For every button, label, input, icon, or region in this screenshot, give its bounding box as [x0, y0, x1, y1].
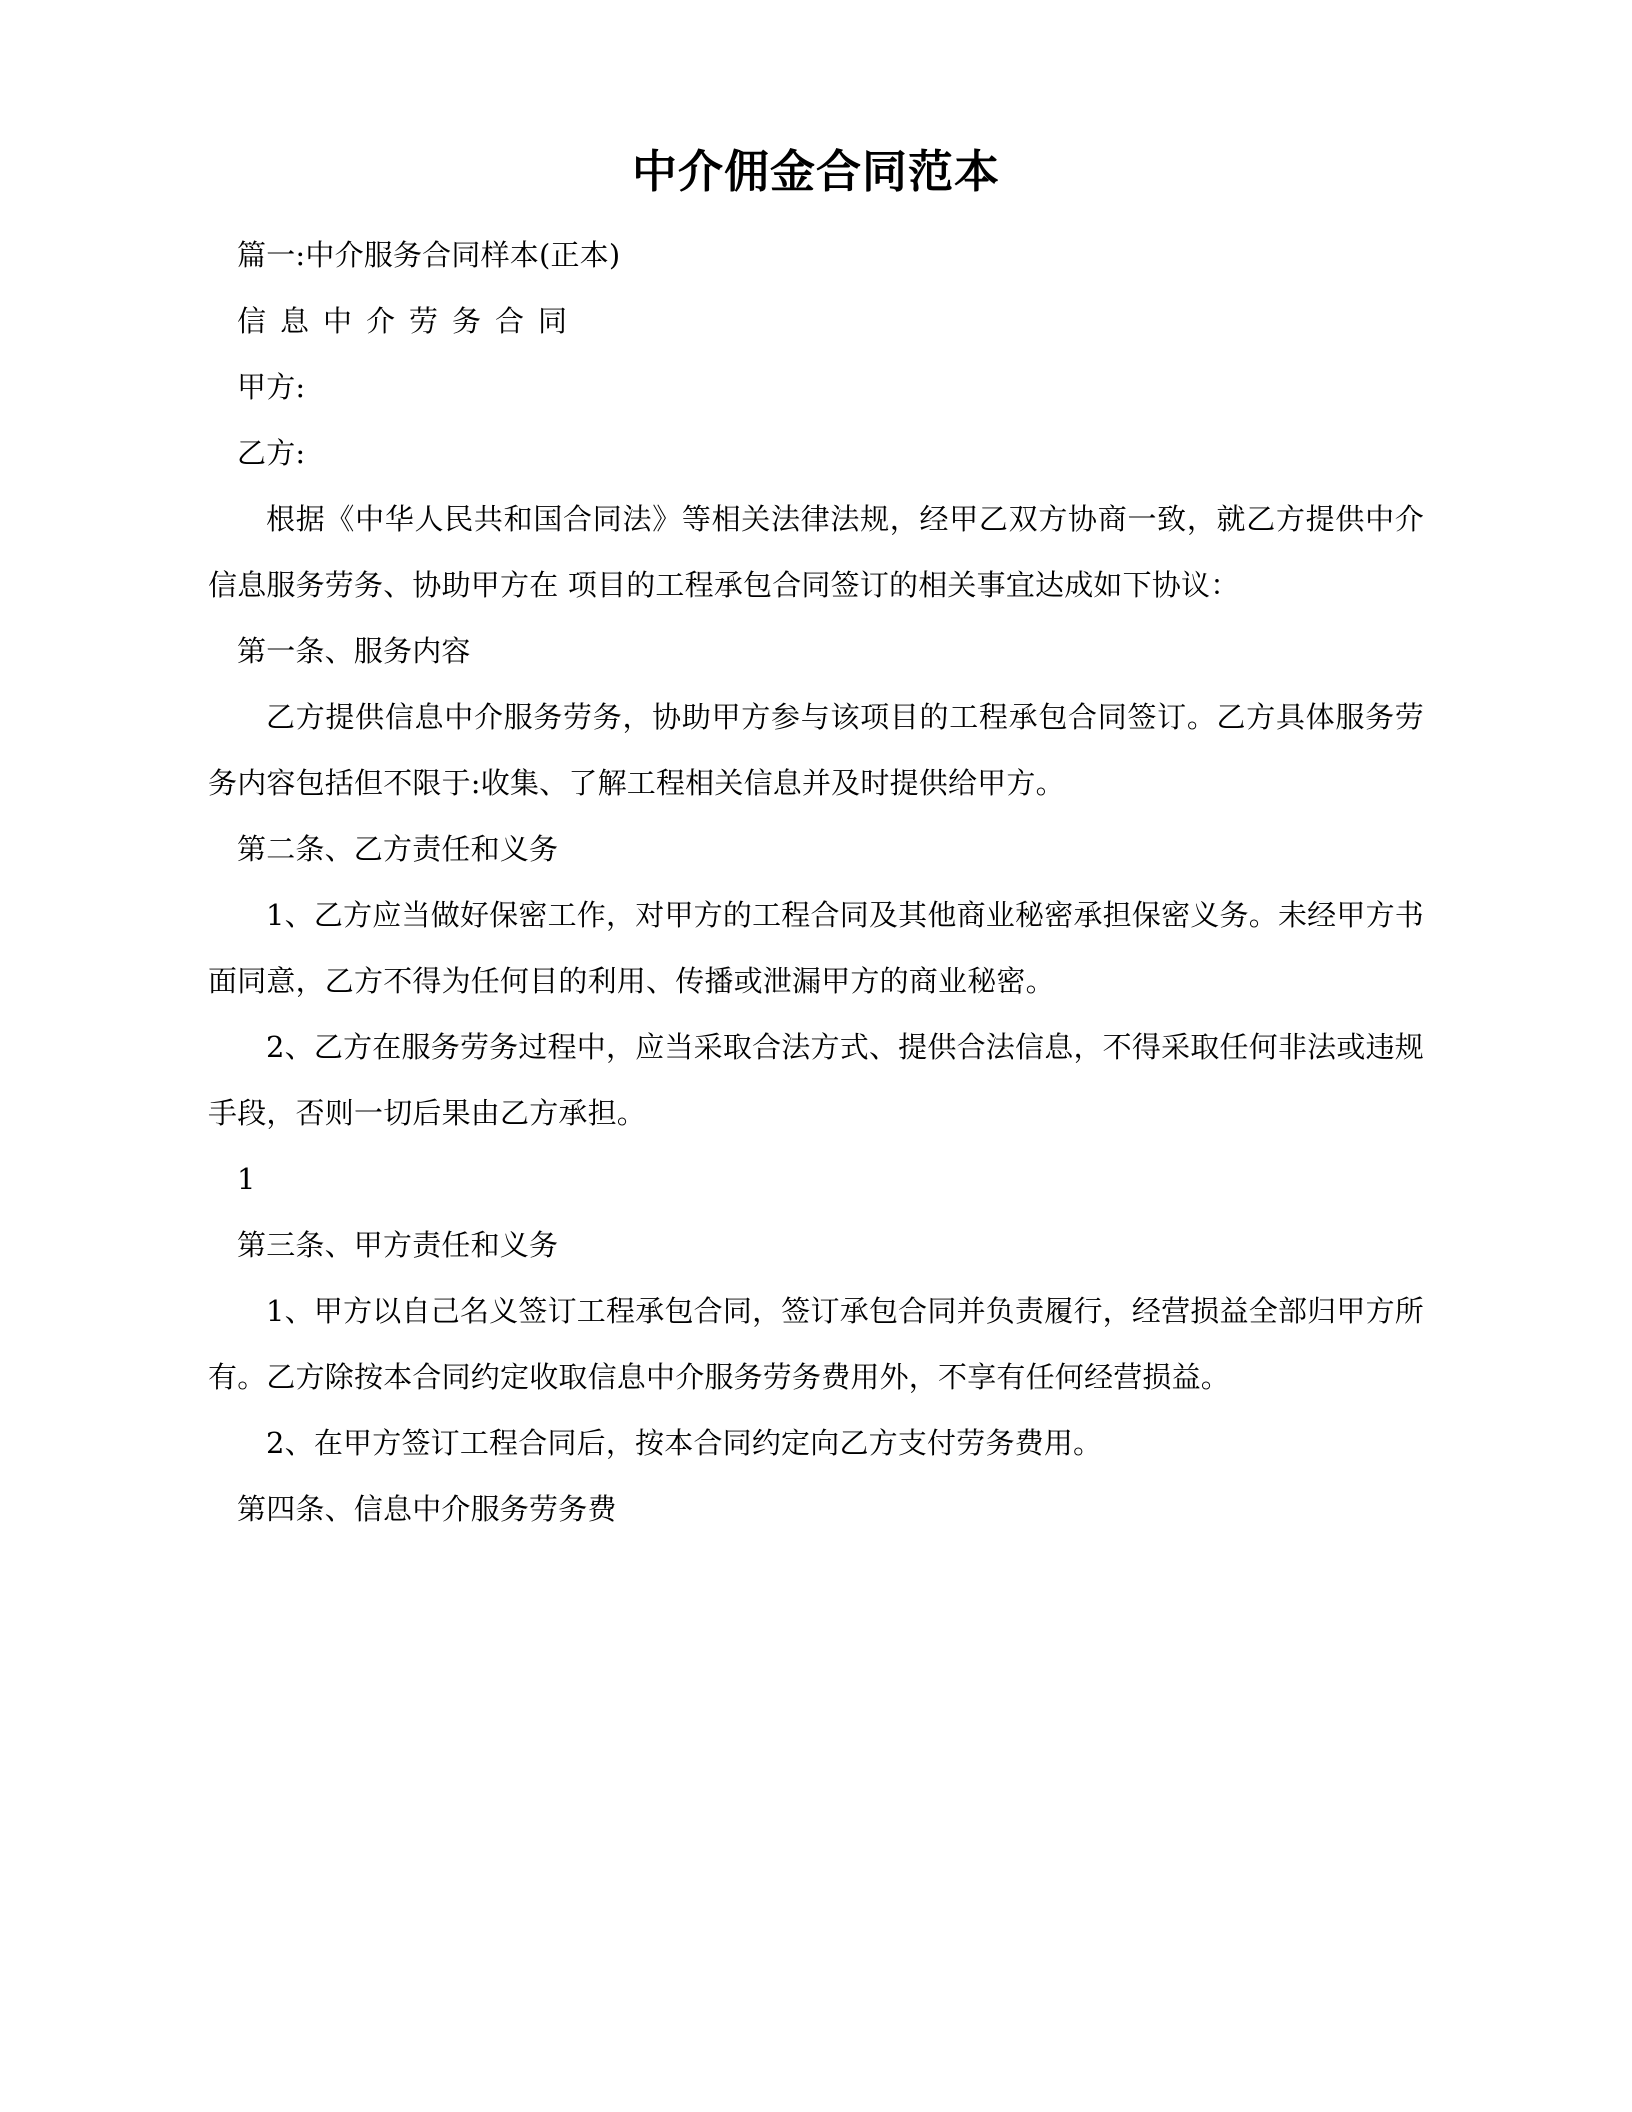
article-3-title: 第三条、甲方责任和义务 — [237, 1228, 559, 1263]
section-label: 篇一:中介服务合同样本(正本) — [237, 238, 621, 273]
article-4-title: 第四条、信息中介服务劳务费 — [237, 1492, 617, 1527]
article-1-body: 乙方提供信息中介服务劳务，协助甲方参与该项目的工程承包合同签订。乙方具体服务劳务内容包括但不限于:收集、了解工程相关信息并及时提供给甲方。 — [208, 700, 1424, 801]
article-3-item-1: 1、甲方以自己名义签订工程承包合同，签订承包合同并负责履行，经营损益全部归甲方所有。乙方除按本合同约定收取信息中介服务劳务费用外，不享有任何经营损益。 — [208, 1294, 1424, 1395]
article-2-item-2: 2、乙方在服务劳务过程中，应当采取合法方式、提供合法信息，不得采取任何非法或违规手段，否则一切后果由乙方承担。 — [208, 1030, 1424, 1131]
article-1-title: 第一条、服务内容 — [237, 634, 471, 669]
document-body — [208, 0, 1424, 1542]
contract-heading: 信息中介劳务合同 — [237, 304, 582, 339]
preamble-paragraph: 根据《中华人民共和国合同法》等相关法律法规，经甲乙双方协商一致，就乙方提供中介信息服务劳务、协助甲方在 项目的工程承包合同签订的相关事宜达成如下协议： — [208, 502, 1424, 603]
party-a-field: 甲方: — [237, 370, 306, 405]
article-2-item-1: 1、乙方应当做好保密工作，对甲方的工程合同及其他商业秘密承担保密义务。未经甲方书面同意，乙方不得为任何目的利用、传播或泄漏甲方的商业秘密。 — [208, 898, 1424, 999]
page-title: 中介佣金合同范本 — [631, 145, 1000, 198]
article-2-title: 第二条、乙方责任和义务 — [237, 832, 559, 867]
page-number: 1 — [237, 1162, 256, 1197]
party-b-field: 乙方: — [237, 436, 306, 471]
article-3-item-2: 2、在甲方签订工程合同后，按本合同约定向乙方支付劳务费用。 — [266, 1426, 1103, 1461]
